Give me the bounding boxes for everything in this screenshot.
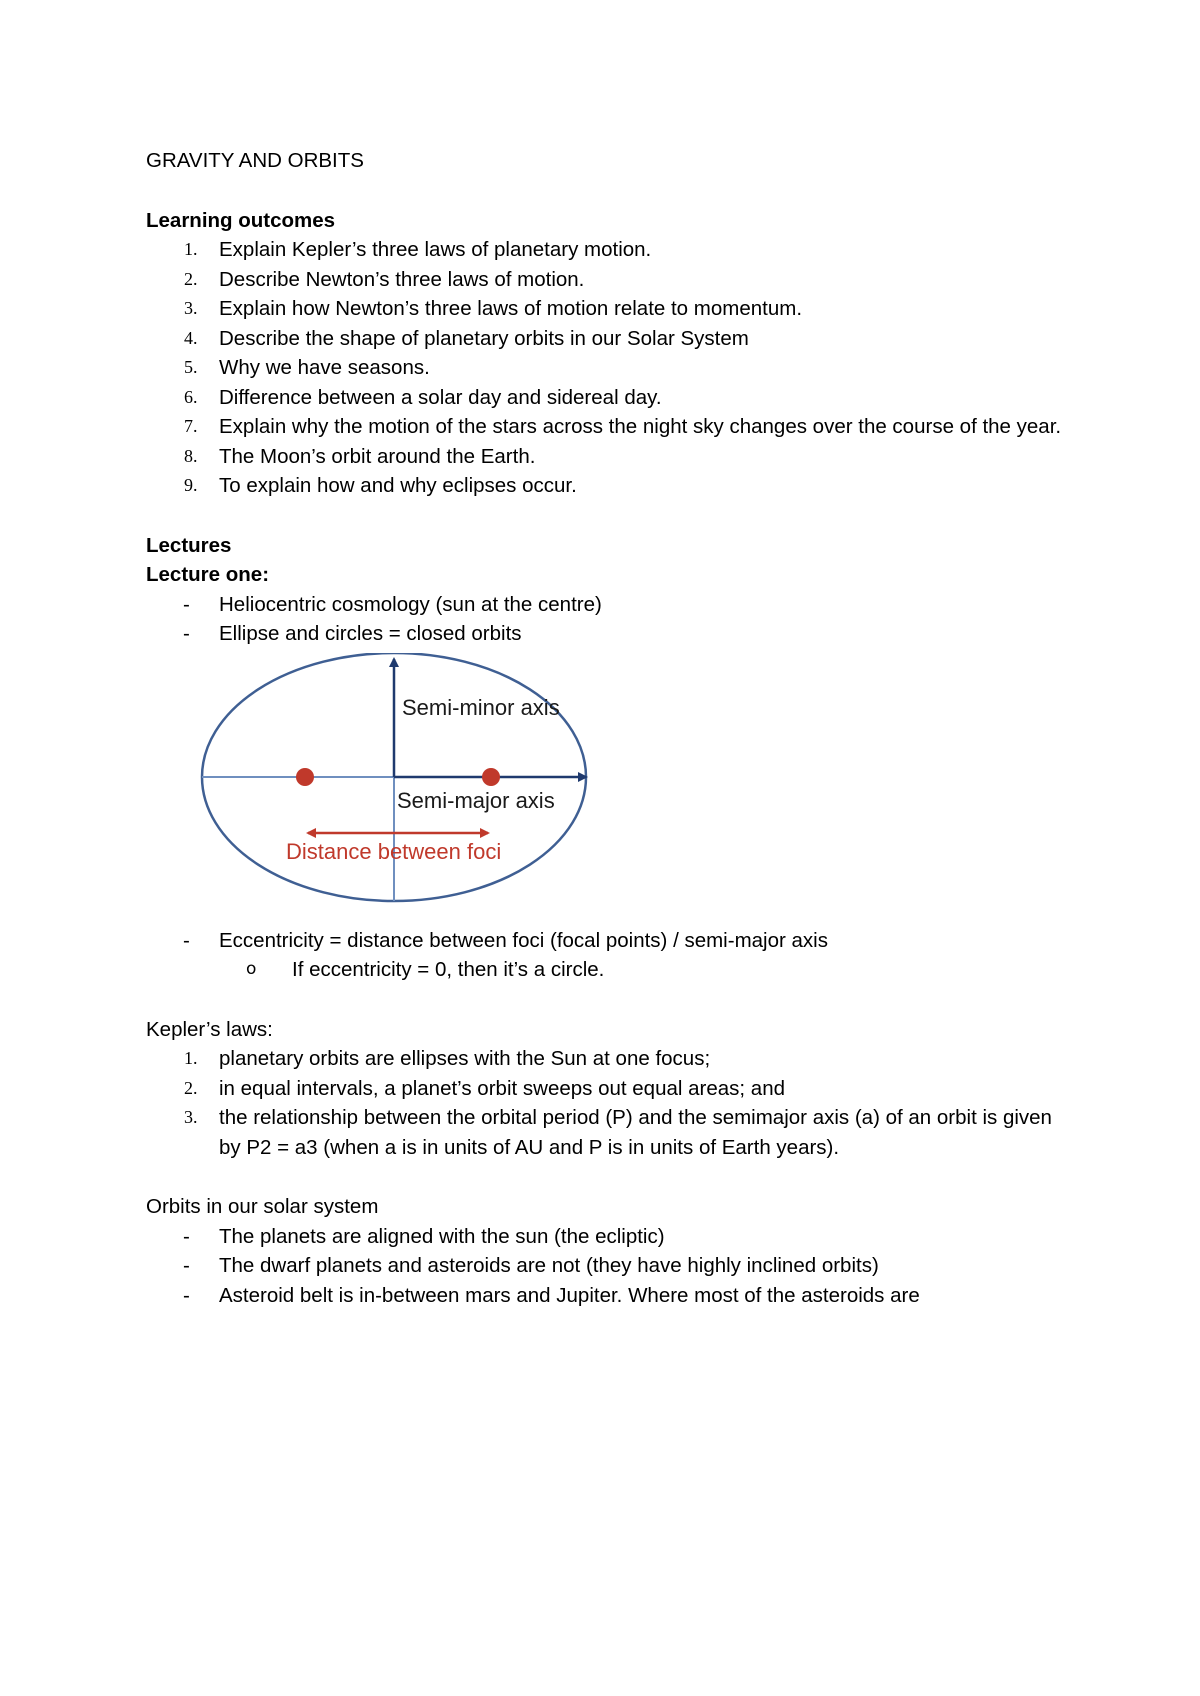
learning-outcomes-heading: Learning outcomes bbox=[146, 208, 336, 232]
left-focus-point bbox=[296, 768, 314, 786]
list-item: - The dwarf planets and asteroids are not (they have highly inclined orbits) bbox=[146, 1251, 1076, 1281]
list-item: 1. planetary orbits are ellipses with the Sun at one focus; bbox=[184, 1047, 711, 1070]
circle-bullet-icon: o bbox=[246, 959, 257, 979]
dash-bullet-icon: - bbox=[183, 592, 190, 616]
orbits-solar-system-heading: Orbits in our solar system bbox=[146, 1195, 379, 1218]
foci-distance-label: Distance between foci bbox=[286, 838, 502, 864]
dash-bullet-icon: - bbox=[183, 622, 190, 645]
eccentricity-bullets bbox=[146, 926, 1076, 956]
list-item: 2. in equal intervals, a planet’s orbit sweeps out equal areas; and bbox=[184, 1076, 786, 1100]
list-item: 7. Explain why the motion of the stars across the night sky changes over the course of the year. bbox=[184, 415, 1062, 438]
dash-bullet-icon: - bbox=[183, 928, 190, 952]
dash-bullet-icon: - bbox=[183, 1224, 190, 1248]
list-item: 8. The Moon’s orbit around the Earth. bbox=[184, 444, 536, 468]
ellipse-diagram bbox=[198, 653, 618, 923]
list-item: - Asteroid belt is in-between mars and Jupiter. Where most of the asteroids are bbox=[146, 1281, 1076, 1311]
lecture-one-bullets bbox=[146, 590, 1076, 649]
keplers-laws-list bbox=[146, 1044, 1076, 1162]
lectures-heading: Lectures bbox=[146, 533, 232, 557]
document-title: GRAVITY AND ORBITS bbox=[146, 149, 364, 172]
lecture-one-heading: Lecture one: bbox=[146, 563, 270, 586]
dash-bullet-icon: - bbox=[183, 1254, 190, 1277]
keplers-laws-heading: Kepler’s laws: bbox=[146, 1017, 273, 1041]
list-item: o If eccentricity = 0, then it’s a circle. bbox=[146, 955, 1076, 985]
list-item: 2. Describe Newton’s three laws of motion. bbox=[184, 267, 585, 291]
list-item: 6. Difference between a solar day and sidereal day. bbox=[184, 385, 662, 409]
list-item: - Heliocentric cosmology (sun at the centre) bbox=[146, 590, 1076, 620]
orbits-solar-system-list bbox=[146, 1222, 1076, 1311]
ellipse-diagram-svg bbox=[198, 653, 618, 923]
list-item: 5. Why we have seasons. bbox=[184, 356, 430, 379]
list-item: - The planets are aligned with the sun (the ecliptic) bbox=[146, 1222, 1076, 1252]
list-item: 3. Explain how Newton’s three laws of motion relate to momentum. bbox=[184, 297, 803, 320]
learning-outcomes-list bbox=[146, 235, 1076, 501]
list-item: 1. Explain Kepler’s three laws of planetary motion. bbox=[184, 238, 652, 261]
semi-minor-axis-label: Semi-minor axis bbox=[402, 694, 560, 720]
list-item: 9. To explain how and why eclipses occur. bbox=[184, 474, 577, 497]
dash-bullet-icon: - bbox=[183, 1283, 190, 1307]
semi-major-axis-label: Semi-major axis bbox=[397, 787, 555, 813]
list-item: 3. the relationship between the orbital period (P) and the semimajor axis (a) of an orbit is given by P2 = a3 (when a is in units of AU and P is in units of Earth years). bbox=[184, 1106, 1052, 1159]
list-item: 4. Describe the shape of planetary orbits in our Solar System bbox=[184, 326, 749, 350]
document-content bbox=[146, 146, 1076, 1310]
list-item: - Eccentricity = distance between foci (focal points) / semi-major axis bbox=[146, 926, 1076, 956]
right-focus-point bbox=[482, 768, 500, 786]
list-item: - Ellipse and circles = closed orbits bbox=[146, 619, 1076, 649]
eccentricity-sub-bullets bbox=[146, 955, 1076, 985]
